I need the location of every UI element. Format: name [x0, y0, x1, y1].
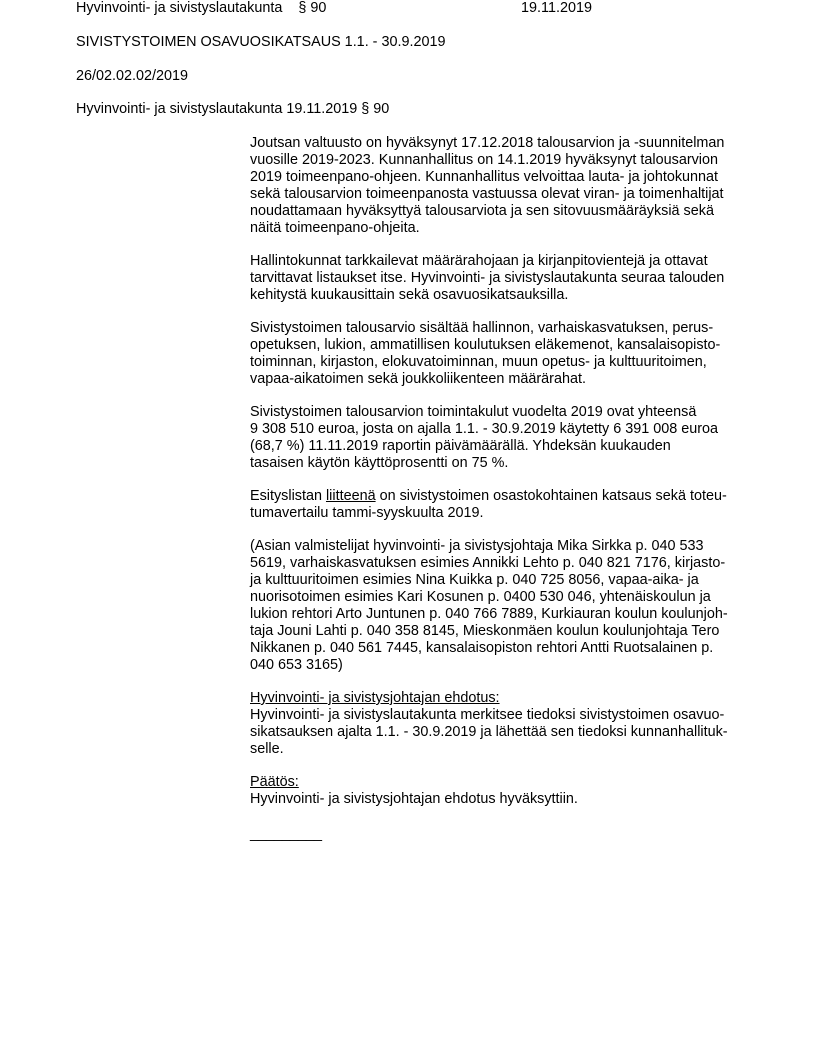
text-line: Joutsan valtuusto on hyväksynyt 17.12.2018 talousarvion ja -suunnitelman — [250, 135, 725, 151]
text-line: 9 308 510 euroa, josta on ajalla 1.1. - 30.9.2019 käytetty 6 391 008 euroa — [250, 421, 719, 437]
text-line: 040 653 3165) — [250, 657, 343, 673]
text-line: nuorisotoimen esimies Kari Kosunen p. 0400 530 046, yhtenäiskoulun ja — [250, 589, 711, 605]
text-line: Hallintokunnat tarkkailevat määrärahojaan ja kirjanpitovientejä ja ottavat — [250, 253, 708, 269]
text-line — [250, 488, 742, 505]
decision-heading: Päätös: — [250, 774, 299, 790]
text-line: 5619, varhaiskasvatuksen esimies Annikki Lehto p. 040 821 7176, kirjasto- — [250, 555, 726, 571]
attachment-link[interactable]: liitteenä — [325, 488, 376, 504]
board-section-header: Hyvinvointi- ja sivistyslautakunta § 90 — [76, 0, 327, 16]
text-line: näitä toimeenpano-ohjeita. — [250, 220, 420, 236]
document-title: SIVISTYSTOIMEN OSAVUOSIKATSAUS 1.1. - 30.9.2019 — [76, 34, 446, 50]
text-line: tumavertailu tammi-syyskuulta 2019. — [250, 505, 484, 521]
text-line: taja Jouni Lahti p. 040 358 8145, Mieskonmäen koulun koulunjohtaja Tero — [250, 623, 720, 639]
paragraph-monitoring — [250, 253, 742, 304]
text-line: ja kulttuuritoimen esimies Nina Kuikka p. 040 725 8056, vapaa-aika- ja — [250, 572, 699, 588]
text-line: vapaa-aikatoimen sekä joukkoliikenteen määrärahat. — [250, 371, 586, 387]
text-line: 2019 toimeenpano-ohjeen. Kunnanhallitus velvoittaa lauta- ja johtokunnat — [250, 169, 719, 185]
text-line: tarvittavat listaukset itse. Hyvinvointi- ja sivistyslautakunta seuraa talouden — [250, 270, 725, 286]
text-line: selle. — [250, 741, 284, 757]
text-line: opetuksen, lukion, ammatillisen koulutuksen eläkemenot, kansalaisopisto- — [250, 337, 721, 353]
text-line: tasaisen käytön käyttöprosentti on 75 %. — [250, 455, 509, 471]
meeting-line: Hyvinvointi- ja sivistyslautakunta 19.11.2019 § 90 — [76, 101, 390, 117]
text-line: (68,7 %) 11.11.2019 raportin päivämäärällä. Yhdeksän kuukauden — [250, 438, 671, 454]
text-line: (Asian valmistelijat hyvinvointi- ja sivistysjohtaja Mika Sirkka p. 040 533 — [250, 538, 704, 554]
text-fragment: Esityslistan — [250, 488, 326, 504]
paragraph-attachment — [250, 488, 742, 522]
paragraph-budget-approval — [250, 135, 742, 237]
paragraph-preparers — [250, 538, 742, 674]
text-line: kehitystä kuukausittain sekä osavuosikatsauksilla. — [250, 287, 569, 303]
text-line: noudattamaan hyväksyttyä talousarviota ja sen sitovuusmääräyksiä sekä — [250, 203, 714, 219]
paragraph-decision — [250, 774, 742, 808]
text-line: Sivistystoimen talousarvion toimintakulut vuodelta 2019 ovat yhteensä — [250, 404, 697, 420]
paragraph-operating-costs — [250, 404, 742, 472]
text-line: Nikkanen p. 040 561 7445, kansalaisopiston rehtori Antti Ruotsalainen p. — [250, 640, 714, 656]
text-line: toiminnan, kirjaston, elokuvatoiminnan, muun opetus- ja kulttuuritoimen, — [250, 354, 707, 370]
decision-text: Hyvinvointi- ja sivistysjohtajan ehdotus hyväksyttiin. — [250, 791, 578, 807]
document-body — [250, 135, 742, 843]
paragraph-proposal — [250, 690, 742, 758]
text-line: vuosille 2019-2023. Kunnanhallitus on 14.1.2019 hyväksynyt talousarvion — [250, 152, 719, 168]
text-fragment: on sivistystoimen osastokohtainen katsaus sekä toteu- — [375, 488, 727, 504]
text-line: Hyvinvointi- ja sivistyslautakunta merkitsee tiedoksi sivistystoimen osavuo- — [250, 707, 725, 723]
text-line: sikatsauksen ajalta 1.1. - 30.9.2019 ja lähettää sen tiedoksi kunnanhallituk- — [250, 724, 728, 740]
text-line: sekä talousarvion toimeenpanosta vastuussa olevat viran- ja toimenhaltijat — [250, 186, 724, 202]
proposal-heading: Hyvinvointi- ja sivistysjohtajan ehdotus: — [250, 690, 500, 706]
text-line: Sivistystoimen talousarvio sisältää hallinnon, varhaiskasvatuksen, perus- — [250, 320, 714, 336]
separator-line: _________ — [250, 826, 323, 842]
paragraph-budget-contents — [250, 320, 742, 388]
record-number: 26/02.02.02/2019 — [76, 68, 189, 84]
text-line: lukion rehtori Arto Juntunen p. 040 766 7889, Kurkiauran koulun koulunjoh- — [250, 606, 728, 622]
meeting-date: 19.11.2019 — [521, 0, 592, 16]
